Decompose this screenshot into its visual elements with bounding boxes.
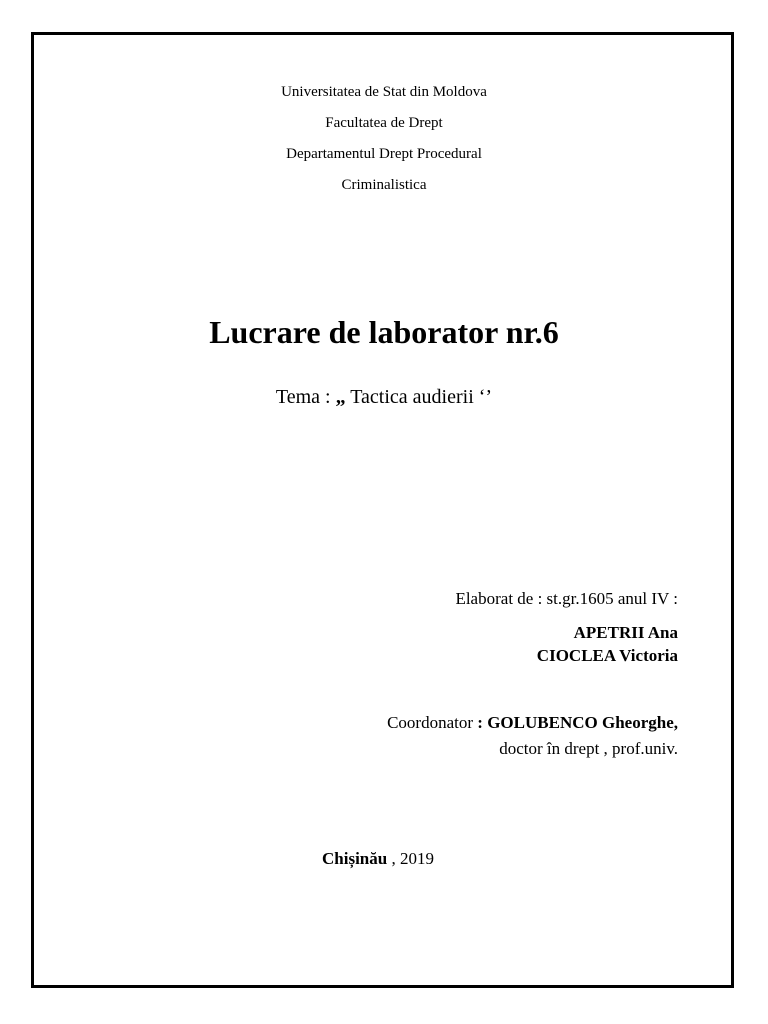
footer-year: , 2019 — [387, 849, 434, 868]
department-name: Departamentul Drept Procedural — [286, 146, 482, 162]
coordinator-line — [387, 712, 678, 734]
discipline-name: Criminalistica — [341, 177, 427, 193]
university-name: Universitatea de Stat din Moldova — [281, 84, 487, 100]
coordinator-title: doctor în drept , prof.univ. — [499, 739, 678, 758]
coordinator-separator: : — [473, 713, 488, 732]
footer-place-date — [322, 848, 434, 870]
theme-text: Tactica audierii ‘’ — [345, 386, 493, 408]
document-title: Lucrare de laborator nr.6 — [209, 314, 559, 350]
authors-label: Elaborat de : st.gr.1605 anul IV : — [455, 589, 678, 608]
theme-line — [0, 384, 768, 410]
coordinator-label: Coordonator — [387, 713, 474, 732]
author-name-1: APETRII Ana — [573, 623, 678, 642]
coordinator-name: GOLUBENCO Gheorghe, — [487, 713, 678, 732]
theme-open-quote: „ — [335, 386, 346, 408]
footer-city: Chișinău — [322, 849, 388, 868]
theme-prefix: Tema : — [275, 386, 336, 408]
author-name-2: CIOCLEA Victoria — [536, 646, 678, 665]
faculty-name: Facultatea de Drept — [325, 115, 443, 131]
